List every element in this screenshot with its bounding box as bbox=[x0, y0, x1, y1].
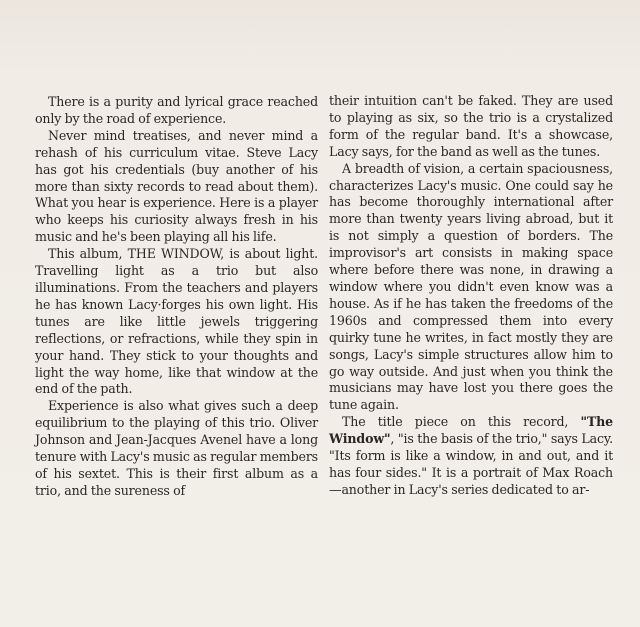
paragraph-continuation: their intuition can't be faked. They are used to playing as six, so the trio is a crystalized form of the regular band. It's a showcase, Lacy says, for the band as well as the tunes. bbox=[329, 93, 613, 159]
paragraph-text: , "is the basis of the trio," says Lacy. "Its form is like a window, in and out, and it has four sides." It is a portrait of Max Roach —another in Lacy's series dedicated to ar- bbox=[329, 431, 613, 497]
paragraph: Never mind treatises, and never mind a rehash of his curriculum vitae. Steve Lacy has got his credentials (buy another of his more than sixty records to read about them). What you hear is experience. Here is a player who keeps his curiosity always fresh in his music and he's been playing all his life. bbox=[35, 127, 318, 245]
right-column bbox=[329, 93, 613, 499]
paragraph: This album, THE WINDOW, is about light. Travelling light as a trio but also illuminations. From the teachers and players he has known Lacy·forges his own light. His tunes are like little jewels triggering reflections, or refractions, while they spin in your hand. They stick to your thoughts and light the way home, like that window at the end of the path. bbox=[35, 246, 318, 397]
left-column bbox=[35, 94, 318, 500]
paragraph bbox=[329, 414, 613, 499]
paragraph: A breadth of vision, a certain spaciousness, characterizes Lacy's music. One could say he has become thoroughly international after more than twenty years living abroad, but it is not simply a question of borders. The improvisor's art consists in making space where before there was none, in drawing a window where you didn't even know was a house. As if he has taken the freedoms of the 1960s and compressed them into every quirky tune he writes, in fact mostly they are songs, Lacy's simple structures allow him to go way outside. And just when you think the musicians may have lost you there goes the tune again. bbox=[329, 160, 613, 413]
paragraph: There is a purity and lyrical grace reached only by the road of experience. bbox=[35, 94, 318, 126]
paragraph: Experience is also what gives such a deep equilibrium to the playing of this trio. Oliver Johnson and Jean-Jacques Avenel have a long tenure with Lacy's music as regular members of his sextet. This is their first album as a trio, and the sureness of bbox=[35, 398, 318, 498]
album-title-bold: "The Window" bbox=[329, 414, 613, 447]
paragraph-text: The title piece on this record, bbox=[342, 414, 581, 430]
